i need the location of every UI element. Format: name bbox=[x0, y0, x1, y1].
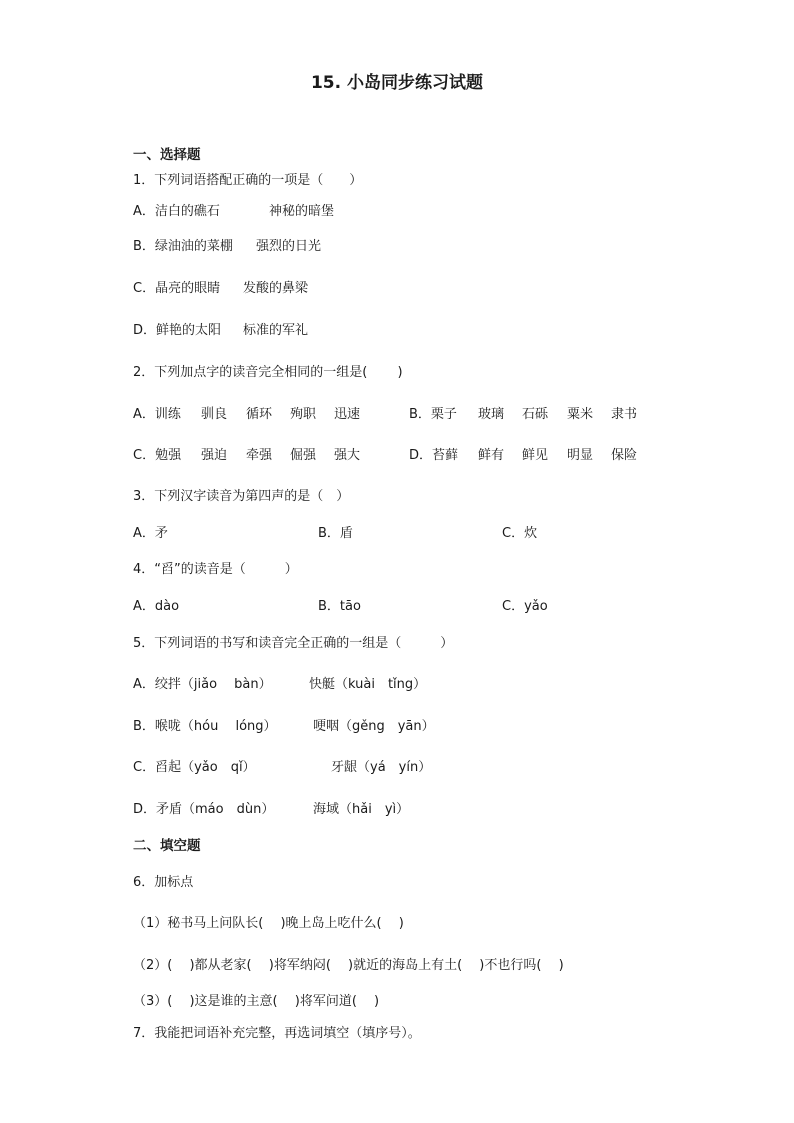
question-2-option-b-word: 隶书 bbox=[611, 407, 638, 422]
question-1-option-c-second: 发酸的鼻梁 bbox=[243, 281, 309, 296]
question-1-option-b: B．绿油油的菜棚 bbox=[133, 239, 233, 254]
question-1-option-a-second: 神秘的暗堡 bbox=[269, 204, 335, 219]
question-7-stem: 7．我能把词语补充完整，再选词填空（填序号）。 bbox=[133, 1026, 421, 1041]
question-5-stem: 5．下列词语的书写和读音完全正确的一组是（ ） bbox=[133, 636, 454, 651]
question-6-line-3: （3）( )这是谁的主意( )将军问道( ) bbox=[133, 994, 380, 1009]
page-title: 15. 小岛同步练习试题 bbox=[310, 73, 484, 93]
question-5-option-b-second: 哽咽（gěng yān） bbox=[313, 719, 435, 734]
question-6-line-1: （1）秘书马上问队长( )晚上岛上吃什么( ) bbox=[133, 916, 404, 931]
question-6-stem: 6．加标点 bbox=[133, 875, 194, 890]
question-5-option-c: C．舀起（yǎo qǐ） bbox=[133, 760, 256, 775]
question-3-option-c: C．炊 bbox=[502, 526, 538, 541]
question-2-option-a-word: A．训练 bbox=[133, 407, 181, 422]
section-heading-fill: 二、填空题 bbox=[133, 838, 201, 854]
question-2-option-c-word: C．勉强 bbox=[133, 448, 182, 463]
question-2-option-c-word: 强大 bbox=[334, 448, 361, 463]
question-4-option-c: C．yǎo bbox=[502, 599, 548, 614]
question-5-option-d-second: 海域（hǎi yì） bbox=[313, 802, 410, 817]
question-2-option-c-word: 强迫 bbox=[201, 448, 228, 463]
question-2-option-d-word: 保险 bbox=[611, 448, 638, 463]
question-6-line-2: （2）( )都从老家( )将军纳闷( )就近的海岛上有土( )不也行吗( ) bbox=[133, 958, 564, 973]
question-5-option-a: A．绞拌（jiǎo bàn） bbox=[133, 677, 272, 692]
question-1-option-c: C．晶亮的眼睛 bbox=[133, 281, 221, 296]
question-2-option-c-word: 倔强 bbox=[290, 448, 317, 463]
question-2-option-b-word: 粟米 bbox=[567, 407, 594, 422]
question-2-option-c-word: 牵强 bbox=[246, 448, 273, 463]
question-2-option-d-word: 明显 bbox=[567, 448, 594, 463]
question-5-option-b: B．喉咙（hóu lóng） bbox=[133, 719, 277, 734]
question-2-option-b-word: 石砾 bbox=[522, 407, 549, 422]
question-1-option-d: D．鲜艳的太阳 bbox=[133, 323, 222, 338]
question-3-option-a: A．矛 bbox=[133, 526, 168, 541]
question-5-option-a-second: 快艇（kuài tǐng） bbox=[309, 677, 427, 692]
question-2-option-d-word: D．苔藓 bbox=[409, 448, 459, 463]
section-heading-choice: 一、选择题 bbox=[133, 147, 201, 163]
question-1-stem: 1．下列词语搭配正确的一项是（ ） bbox=[133, 173, 363, 188]
question-1-option-b-second: 强烈的日光 bbox=[256, 239, 322, 254]
question-2-option-d-word: 鲜有 bbox=[478, 448, 505, 463]
question-2-stem: 2．下列加点字的读音完全相同的一组是( ) bbox=[133, 365, 403, 380]
question-3-option-b: B．盾 bbox=[318, 526, 353, 541]
question-5-option-c-second: 牙龈（yá yín） bbox=[331, 760, 432, 775]
question-4-option-b: B．tāo bbox=[318, 599, 361, 614]
question-1-option-a: A．洁白的礁石 bbox=[133, 204, 220, 219]
question-3-stem: 3．下列汉字读音为第四声的是（ ） bbox=[133, 489, 350, 504]
question-4-option-a: A．dào bbox=[133, 599, 180, 614]
question-5-option-d: D．矛盾（máo dùn） bbox=[133, 802, 275, 817]
question-2-option-d-word: 鲜见 bbox=[522, 448, 549, 463]
question-2-option-a-word: 迅速 bbox=[334, 407, 361, 422]
question-2-option-b-word: B．栗子 bbox=[409, 407, 457, 422]
question-2-option-b-word: 玻璃 bbox=[478, 407, 505, 422]
question-2-option-a-word: 驯良 bbox=[201, 407, 228, 422]
question-4-stem: 4．“舀”的读音是（ ） bbox=[133, 562, 298, 577]
question-1-option-d-second: 标准的军礼 bbox=[243, 323, 309, 338]
question-2-option-a-word: 循环 bbox=[246, 407, 273, 422]
question-2-option-a-word: 殉职 bbox=[290, 407, 317, 422]
